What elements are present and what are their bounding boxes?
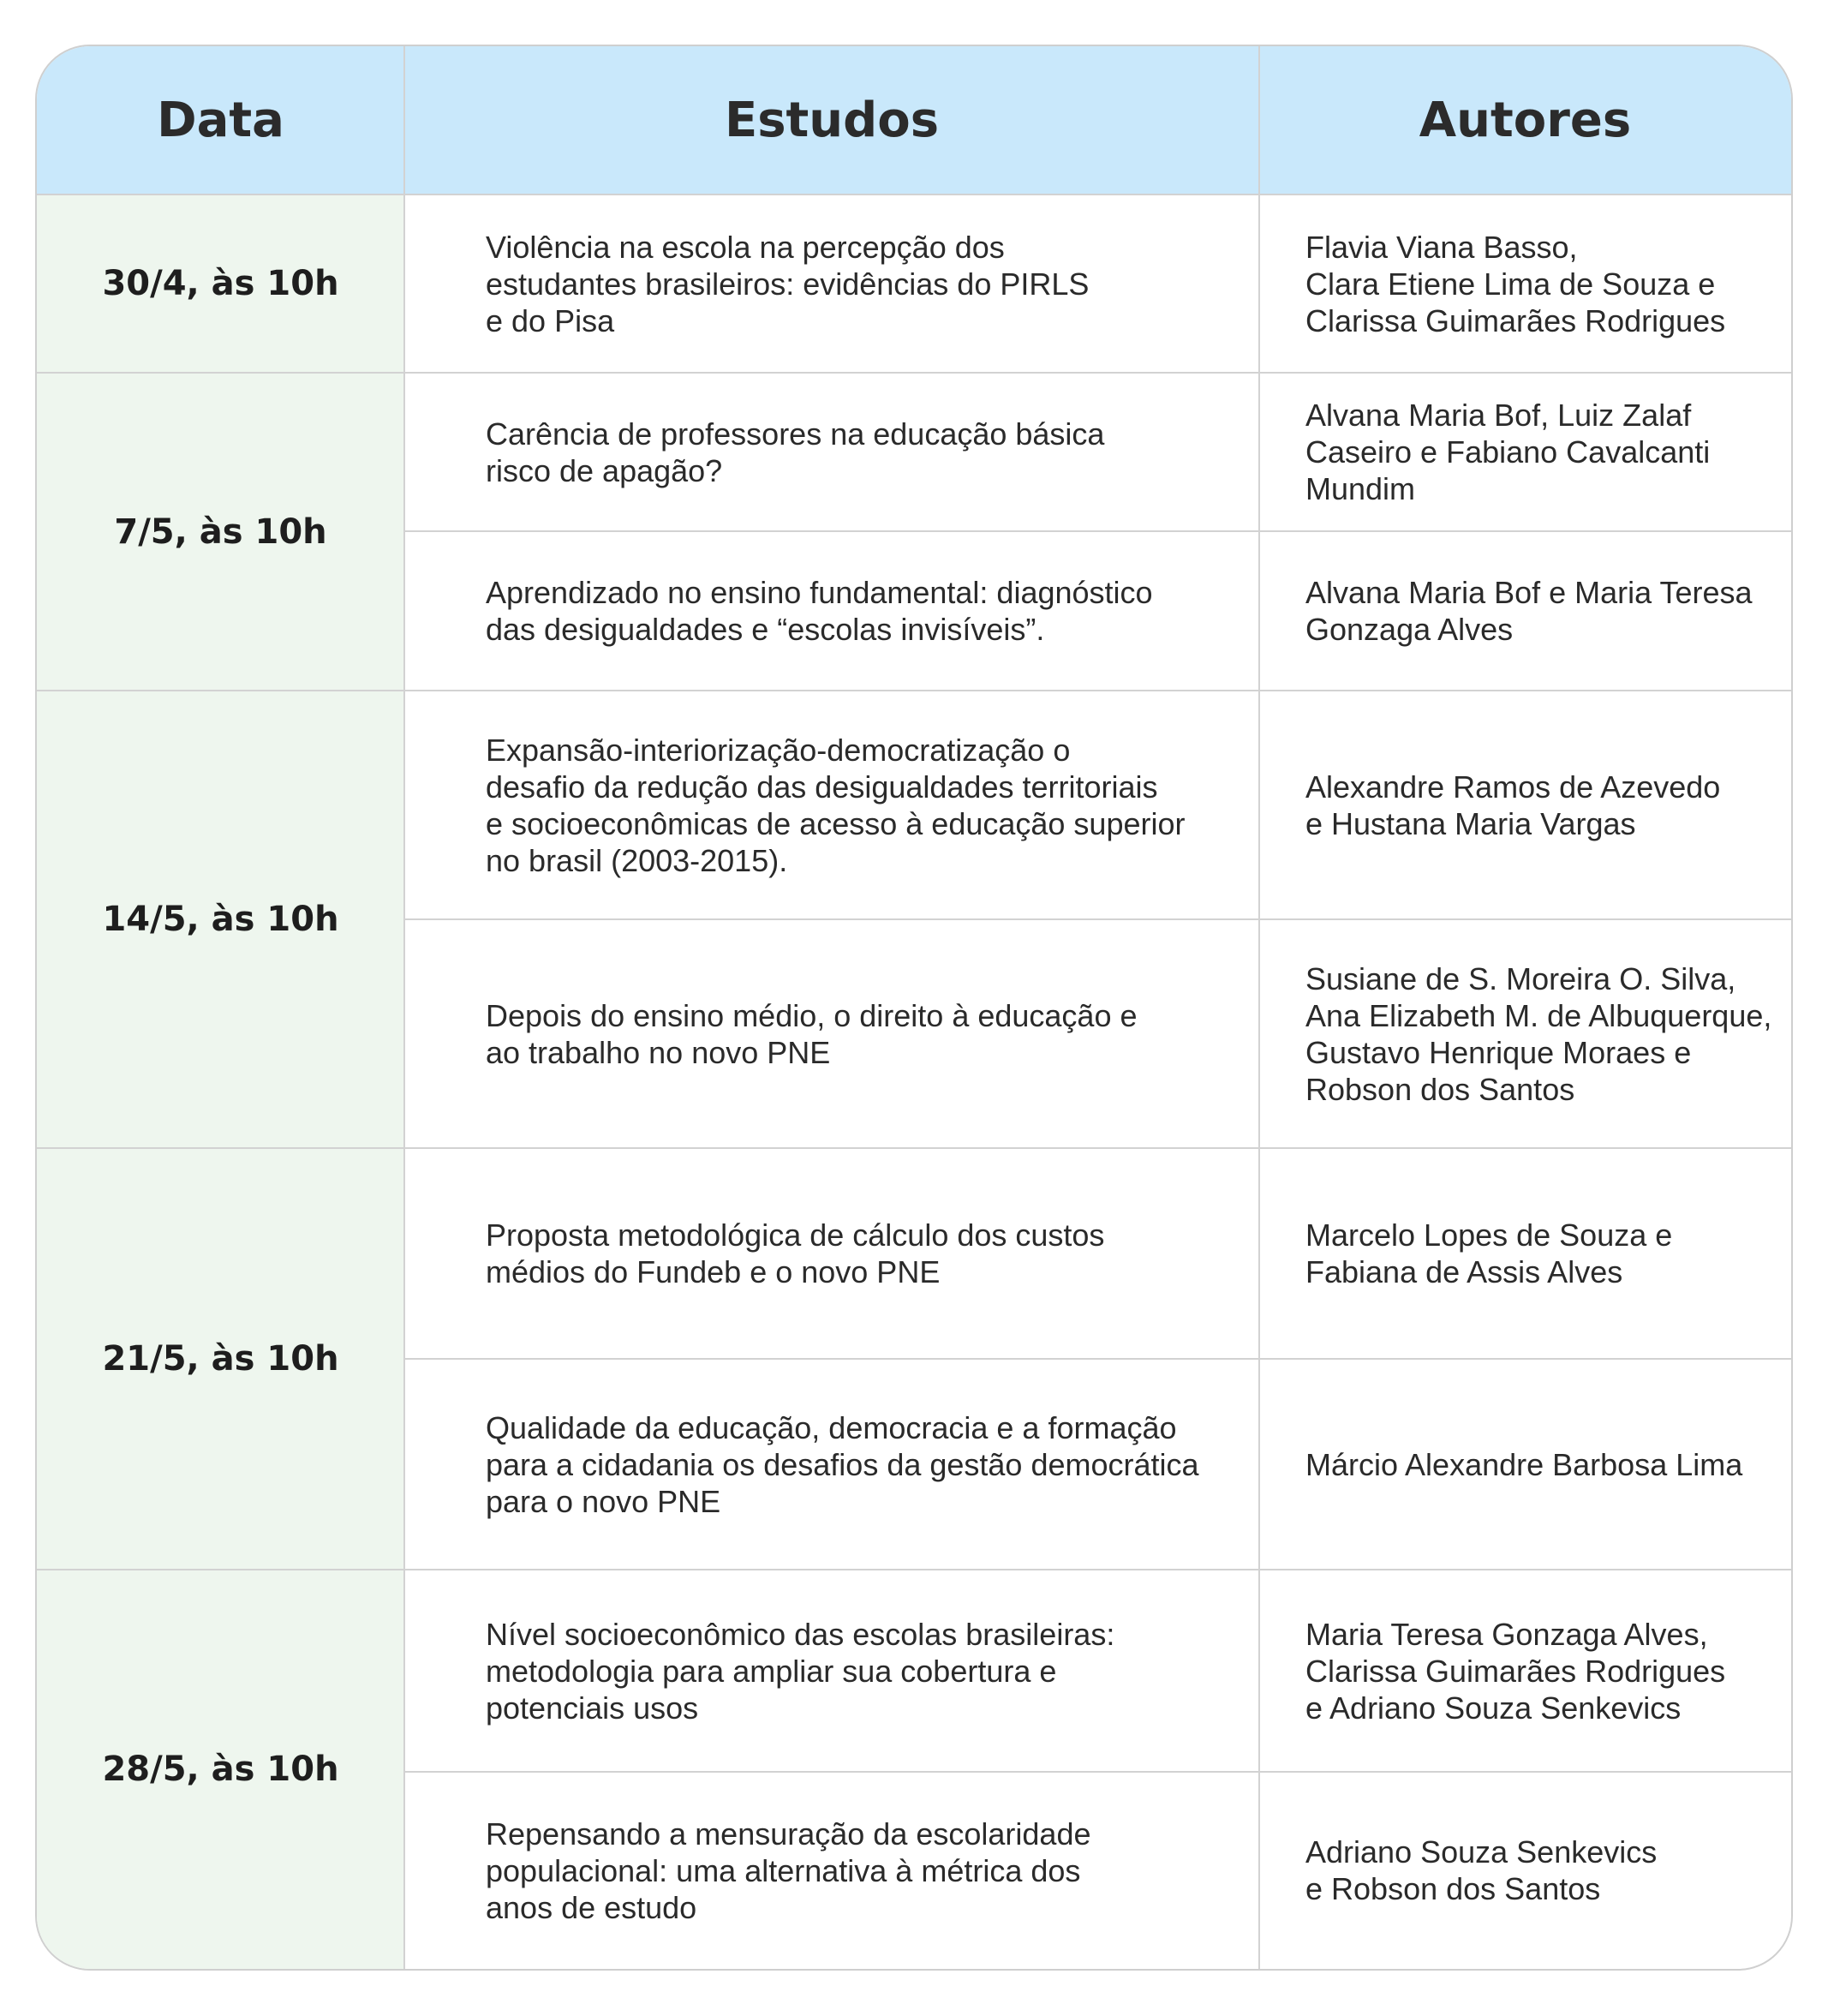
authors-cell [1305, 531, 1786, 691]
group-divider [37, 1147, 1791, 1149]
text-line: Aprendizado no ensino fundamental: diagnóstico [486, 575, 1153, 610]
authors-names [1305, 397, 1710, 507]
text-line: Alexandre Ramos de Azevedo [1305, 769, 1721, 805]
study-cell [486, 194, 1246, 373]
row-divider [404, 918, 1791, 920]
header-autores: Autores [1259, 46, 1791, 194]
header-estudos: Estudos [404, 46, 1259, 194]
study-title [486, 732, 1186, 879]
study-cell [486, 373, 1246, 531]
text-line: Repensando a mensuração da escolaridade [486, 1816, 1091, 1851]
text-line: Alvana Maria Bof e Maria Teresa [1305, 575, 1753, 610]
text-line: Carência de professores na educação básica [486, 416, 1105, 452]
header-data: Data [37, 46, 404, 194]
column-divider [403, 46, 405, 1969]
authors-names [1305, 1446, 1742, 1483]
text-line: Gustavo Henrique Moraes e [1305, 1034, 1692, 1070]
authors-names [1305, 769, 1720, 842]
text-line: no brasil (2003-2015). [486, 842, 788, 878]
study-title [486, 1217, 1104, 1290]
date-cell: 14/5, às 10h [37, 691, 404, 1148]
authors-cell [1305, 1359, 1786, 1570]
text-line: metodologia para ampliar sua cobertura e [486, 1653, 1057, 1689]
group-divider [37, 194, 1791, 195]
text-line: Nível socioeconômico das escolas brasileiras: [486, 1616, 1115, 1652]
authors-names [1305, 574, 1753, 648]
study-title [486, 1616, 1114, 1726]
authors-names [1305, 960, 1771, 1108]
text-line: Flavia Viana Basso, [1305, 229, 1578, 265]
study-cell [486, 1772, 1246, 1969]
study-cell [486, 1359, 1246, 1570]
study-title [486, 997, 1138, 1071]
date-cell: 28/5, às 10h [37, 1570, 404, 1969]
authors-cell [1305, 1772, 1786, 1969]
text-line: Márcio Alexandre Barbosa Lima [1305, 1446, 1743, 1482]
text-line: Maria Teresa Gonzaga Alves, [1305, 1616, 1708, 1652]
text-line: e Hustana Maria Vargas [1305, 805, 1636, 841]
row-divider [404, 1771, 1791, 1773]
text-line: Proposta metodológica de cálculo dos custos [486, 1217, 1105, 1253]
text-line: para a cidadania os desafios da gestão democrática [486, 1446, 1199, 1482]
authors-cell [1305, 1570, 1786, 1772]
study-cell [486, 919, 1246, 1148]
text-line: Gonzaga Alves [1305, 612, 1514, 647]
date-cell: 30/4, às 10h [37, 194, 404, 373]
group-divider [37, 372, 1791, 374]
text-line: Clara Etiene Lima de Souza e [1305, 266, 1716, 302]
text-line: Clarissa Guimarães Rodrigues [1305, 302, 1726, 338]
study-cell [486, 1570, 1246, 1772]
text-line: Expansão-interiorização-democratização o [486, 732, 1071, 768]
text-line: e Adriano Souza Senkevics [1305, 1690, 1682, 1726]
group-divider [37, 690, 1791, 691]
group-divider [37, 1569, 1791, 1570]
text-line: anos de estudo [486, 1889, 697, 1925]
text-line: ao trabalho no novo PNE [486, 1034, 831, 1070]
row-divider [404, 530, 1791, 532]
text-line: Caseiro e Fabiano Cavalcanti [1305, 434, 1711, 470]
text-line: Clarissa Guimarães Rodrigues [1305, 1653, 1726, 1689]
row-divider [404, 1358, 1791, 1360]
column-divider [1258, 46, 1260, 1969]
authors-cell [1305, 1148, 1786, 1359]
study-title [486, 416, 1104, 489]
date-cell: 7/5, às 10h [37, 373, 404, 691]
text-line: Marcelo Lopes de Souza e [1305, 1217, 1673, 1253]
text-line: Depois do ensino médio, o direito à educação e [486, 997, 1138, 1033]
study-cell [486, 531, 1246, 691]
study-cell [486, 691, 1246, 919]
study-title [486, 1816, 1090, 1926]
text-line: e socioeconômicas de acesso à educação superior [486, 805, 1186, 841]
authors-names [1305, 229, 1725, 339]
text-line: e do Pisa [486, 302, 615, 338]
text-line: Robson dos Santos [1305, 1071, 1575, 1107]
text-line: para o novo PNE [486, 1483, 721, 1519]
text-line: potenciais usos [486, 1690, 699, 1726]
study-cell [486, 1148, 1246, 1359]
text-line: médios do Fundeb e o novo PNE [486, 1254, 941, 1289]
schedule-table [35, 45, 1793, 1971]
text-line: Mundim [1305, 471, 1416, 506]
authors-cell [1305, 194, 1786, 373]
authors-names [1305, 1217, 1672, 1290]
text-line: Fabiana de Assis Alves [1305, 1254, 1623, 1289]
text-line: Susiane de S. Moreira O. Silva, [1305, 960, 1736, 996]
text-line: Ana Elizabeth M. de Albuquerque, [1305, 997, 1772, 1033]
text-line: risco de apagão? [486, 452, 723, 488]
date-cell: 21/5, às 10h [37, 1148, 404, 1570]
authors-names [1305, 1616, 1725, 1726]
study-title [486, 229, 1089, 339]
authors-cell [1305, 919, 1786, 1148]
authors-cell [1305, 373, 1786, 531]
text-line: estudantes brasileiros: evidências do PIRLS [486, 266, 1090, 302]
authors-cell [1305, 691, 1786, 919]
text-line: das desigualdades e “escolas invisíveis”. [486, 612, 1045, 647]
text-line: Violência na escola na percepção dos [486, 229, 1005, 265]
study-title [486, 1409, 1199, 1520]
text-line: e Robson dos Santos [1305, 1871, 1601, 1906]
text-line: Qualidade da educação, democracia e a formação [486, 1409, 1177, 1445]
text-line: Alvana Maria Bof, Luiz Zalaf [1305, 398, 1692, 433]
study-title [486, 574, 1153, 648]
text-line: Adriano Souza Senkevics [1305, 1834, 1658, 1869]
authors-names [1305, 1834, 1657, 1907]
text-line: populacional: uma alternativa à métrica dos [486, 1852, 1081, 1888]
text-line: desafio da redução das desigualdades territoriais [486, 769, 1158, 805]
